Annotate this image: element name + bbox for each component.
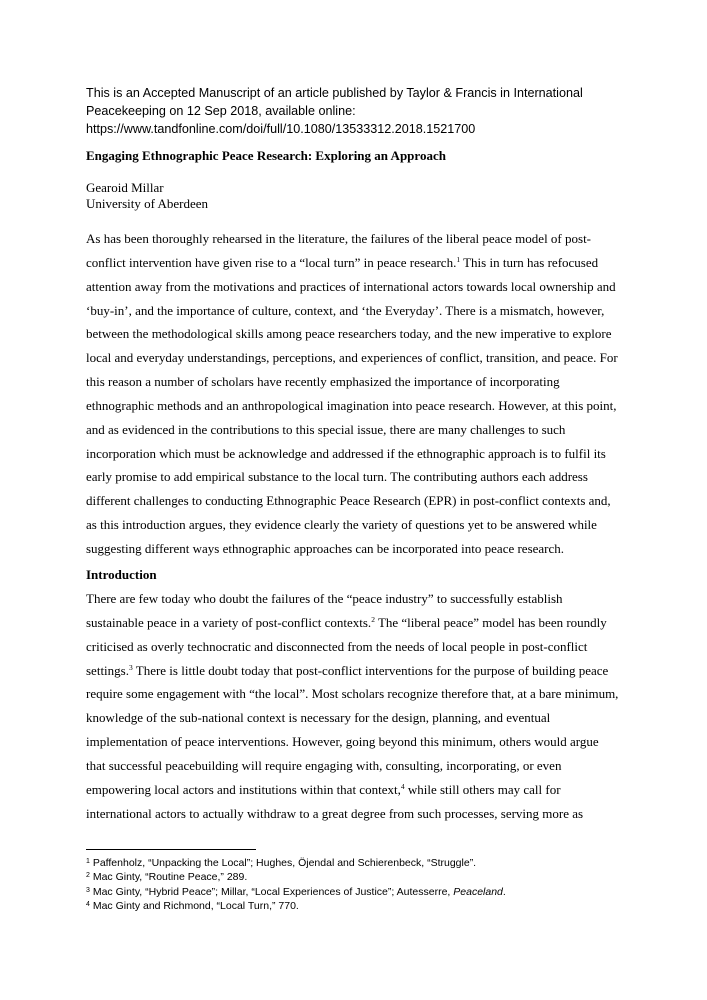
text-run: settings. [86,662,129,678]
text-line: different challenges to conducting Ethnographic Peace Research (EPR) in post-conflict contexts and, [86,493,611,509]
footnote-ref[interactable]: 3 [128,662,133,672]
footnote-text-tail: . [502,885,506,898]
section-heading: Introduction [86,567,157,582]
article-title: Engaging Ethnographic Peace Research: Exploring an Approach [86,148,446,163]
text-line [86,659,626,683]
text-line [86,251,626,275]
text-line: incorporation which must be acknowledge and addressed if the ethnographic approach is to fulfil its [86,445,606,461]
footnote-number: 4 [86,901,90,909]
footnotes [86,856,646,914]
text-line: implementation of peace interventions. However, going beyond this minimum, others would argue [86,734,599,750]
text-line: attention away from the motivations and practices of international actors towards local ownership and [86,278,616,294]
text-line: that successful peacebuilding will require engaging with, consulting, incorporating, or even [86,757,562,773]
footnote-item [86,856,646,870]
text-line: early promise to add empirical substance to the local turn. The contributing authors each address [86,469,588,485]
footnote-number: 1 [86,858,90,865]
text-line: international actors to actually withdraw to a great degree from such processes, serving more as [86,805,584,821]
text-line [86,611,626,635]
footnote-item [86,899,646,913]
text-line: ethnographic methods and an anthropological imagination into peace research. However, at this point, [86,397,617,413]
footnote-ref[interactable]: 4 [400,781,405,791]
footnote-number: 3 [86,886,90,894]
notice-line: Peacekeeping on 12 Sep 2018, available online: [86,104,356,119]
text-line: ‘buy-in’, and the importance of culture, context, and ‘the Everyday’. There is a mismatch, however, [86,302,605,318]
text-line: criticised as overly technocratic and disconnected from the needs of local people in post-conflict [86,638,588,654]
text-run: The “liberal peace” model has been roundly [374,614,607,630]
text-line: knowledge of the sub-national context is necessary for the design, planning, and eventual [86,710,551,726]
text-run: conflict intervention have given rise to a “local turn” in peace research. [86,254,457,270]
footnote-separator [86,849,256,850]
footnote-text: Mac Ginty, “Routine Peace,” 289. [89,871,248,884]
author-name: Gearoid Millar [86,180,164,195]
abstract-paragraph [86,227,626,561]
publication-notice [86,84,626,139]
footnote-text: Paffenholz, “Unpacking the Local”; Hughes, Öjendal and Schierenbeck, “Struggle”. [89,857,477,869]
author-block [86,180,208,212]
author-affiliation: University of Aberdeen [86,195,209,211]
footnote-number: 2 [86,872,90,880]
notice-line: This is an Accepted Manuscript of an article published by Taylor & Francis in International [86,86,583,100]
text-line: as this introduction argues, they evidence clearly the variety of questions yet to be answered while [86,517,597,533]
text-run: This in turn has refocused [460,254,599,270]
text-line [86,778,626,802]
text-line: suggesting different ways ethnographic approaches can be incorporated into peace research. [86,540,565,556]
text-run: sustainable peace in a variety of post-conflict contexts. [86,614,372,630]
text-line: local and everyday understandings, perceptions, and experiences of conflict, transition, and peace. For [86,350,618,366]
text-run: There is little doubt today that post-conflict interventions for the purpose of building peace [132,662,609,678]
footnote-item [86,885,646,899]
text-line: between the methodological skills among peace researchers today, and the new imperative to explore [86,326,612,342]
text-line: and as evidenced in the contributions to this special issue, there are many challenges to such [86,421,566,437]
text-line: require some engagement with “the local”. Most scholars recognize therefore that, at a bare minimum, [86,686,619,702]
footnote-italic-title: Peaceland [453,885,503,898]
text-line: this reason a number of scholars have recently emphasized the importance of incorporating [86,374,560,390]
footnote-ref[interactable]: 1 [456,254,461,264]
notice-url: https://www.tandfonline.com/doi/full/10.1080/13533312.2018.1521700 [86,122,476,137]
text-line: As has been thoroughly rehearsed in the literature, the failures of the liberal peace model of post- [86,231,592,246]
footnote-ref[interactable]: 2 [371,614,375,624]
text-run: while still others may call for [404,781,561,797]
intro-paragraph [86,587,626,825]
footnote-text: Mac Ginty, “Hybrid Peace”; Millar, “Local Experiences of Justice”; Autesserre, [89,885,454,898]
text-run: empowering local actors and institutions within that context, [86,781,401,797]
text-line: There are few today who doubt the failures of the “peace industry” to successfully establish [86,591,563,606]
footnote-text: Mac Ginty and Richmond, “Local Turn,” 770. [89,900,299,913]
footnote-item [86,870,646,884]
